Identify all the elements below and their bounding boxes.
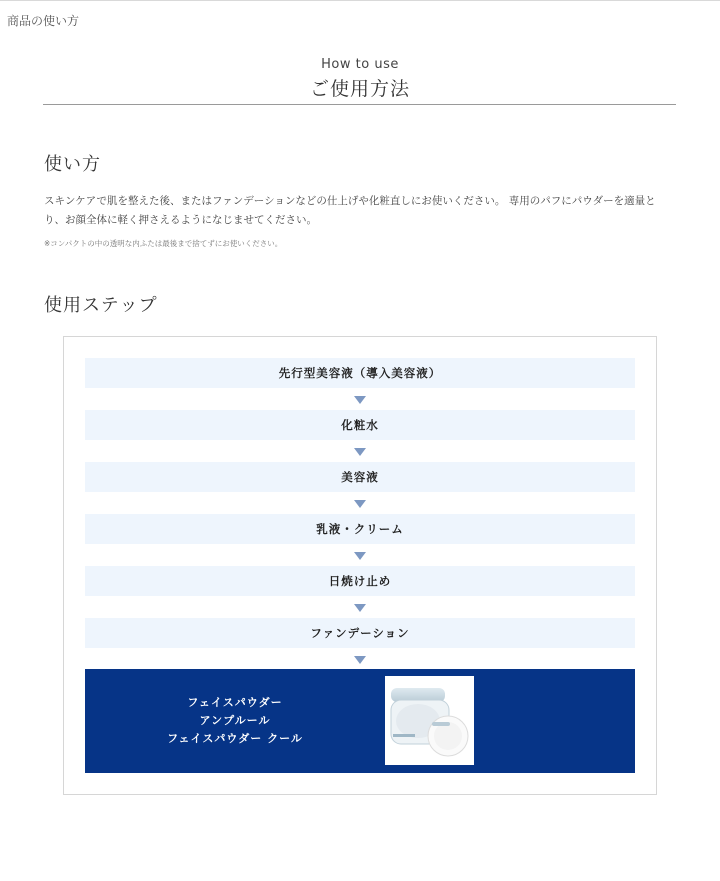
section-title-ja: ご使用方法 bbox=[309, 78, 410, 100]
step-item: 乳液・クリーム bbox=[85, 514, 635, 544]
usage-description: スキンケアで肌を整えた後、またはファンデーションなどの仕上げや化粧直しにお使いください。 専用のパフにパウダーを適量とり、お顔全体に軽く押さえるようになじませてください。 bbox=[44, 195, 656, 226]
step-item: 日焼け止め bbox=[85, 566, 635, 596]
step-item: ファンデーション bbox=[85, 618, 635, 648]
arrow-down-icon bbox=[354, 552, 366, 560]
final-step-line: フェイスパウダー bbox=[187, 696, 283, 709]
arrow-down-icon bbox=[354, 396, 366, 404]
breadcrumb[interactable]: 商品の使い方 bbox=[7, 14, 80, 28]
arrow-down-icon bbox=[354, 604, 366, 612]
steps-panel bbox=[63, 336, 657, 795]
final-step-line: フェイスパウダー クール bbox=[167, 732, 303, 745]
final-step-banner bbox=[85, 669, 635, 773]
arrow-down-icon bbox=[354, 656, 366, 664]
arrow-down-icon bbox=[354, 500, 366, 508]
arrow-down-icon bbox=[354, 448, 366, 456]
title-divider bbox=[43, 104, 676, 105]
step-item: 美容液 bbox=[85, 462, 635, 492]
powder-compact-icon bbox=[385, 676, 474, 765]
section-title-en: How to use bbox=[321, 57, 399, 72]
usage-note: ※コンパクトの中の透明な内ふたは最後まで捨てずにお使いください。 bbox=[44, 239, 283, 248]
step-item: 先行型美容液（導入美容液） bbox=[85, 358, 635, 388]
final-step-text bbox=[85, 669, 385, 773]
top-divider bbox=[0, 0, 720, 1]
step-item: 化粧水 bbox=[85, 410, 635, 440]
usage-heading: 使い方 bbox=[44, 154, 101, 175]
steps-heading: 使用ステップ bbox=[44, 295, 158, 316]
final-step-line: アンプルール bbox=[199, 714, 271, 727]
product-image bbox=[385, 676, 474, 765]
